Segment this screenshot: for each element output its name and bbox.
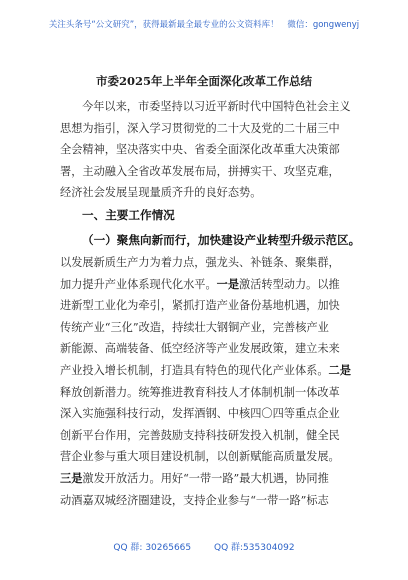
para-line: 新能源、高端装备、低空经济等产业发展政策，建立未来 [60,342,340,356]
para-line: 传统产业“三化”改造，持续壮大钢铜产业，完善核产业 [60,320,329,334]
intro-line: 经济社会发展呈现量质齐升的良好态势。 [60,186,262,200]
para-bold-marker: 三是 [60,470,83,485]
footer-qq-group-2: QQ 群:535304092 [214,543,295,553]
document-title: 市委2025年上半年全面深化改革工作总结 [95,74,312,88]
para-text: 加力提升产业体系现代化水平。 [60,277,217,291]
intro-line: 今年以来，市委坚持以习近平新时代中国特色社会主义 [82,100,351,113]
intro-line: 署，主动融入全省改革发展布局，拼搏实干、攻坚克难， [60,164,340,178]
para-line: 深入实施强科技行动，发挥酒钢、中核四〇四等重点企业 [60,407,340,421]
para-text: 产业投入增长机制，打造具有特色的现代化产业体系。 [60,363,329,377]
footer-contact [0,540,408,553]
para-line: 进新型工业化为牵引，紧抓打造产业备份基地机遇，加快 [60,299,340,313]
intro-line: 思想为指引，深入学习贯彻党的二十大及党的二十届三中 [60,121,340,135]
top-promo-banner [0,18,408,30]
para-text: 激活转型动力。以推 [239,277,340,291]
para-line: 创新平台作用，完善鼓励支持科技研发投入机制，健全民 [60,428,340,442]
footer-qq-group-1: QQ 群: 30265665 [113,543,192,553]
para-line: 释放创新潜力。统筹推进教育科技人才体制机制一体改革 [60,385,340,399]
para-line: 动酒嘉双城经济圈建设，支持企业参与“一带一路”标志 [60,493,329,507]
banner-wechat-text: 微信：gongwenyj [287,20,360,30]
para-line: 营企业参与重大项目建设机制，以创新赋能高质量发展。 [60,450,340,464]
intro-paragraph [60,96,352,204]
subsection-heading: （一）聚焦向新而行，加快建设产业转型升级示范区。 [82,233,361,247]
para-line [60,360,352,382]
para-line [60,274,352,296]
para-bold-marker: 一是 [216,276,240,291]
para-line: 以发展新质生产力为着力点，强龙头、补链条、聚集群， [60,256,340,269]
section-heading: 一、主要工作情况 [82,208,175,222]
para-line [60,468,352,490]
banner-promo-text: 关注头条号“公文研究”，获得最新最全最专业的公文资料库！ [48,20,279,30]
para-bold-marker: 二是 [328,362,351,377]
para-text: 激发开放活力。用好“一带一路”最大机遇，协同推 [82,471,329,485]
intro-line: 全会精神，坚决落实中央、省委全面深化改革重大决策部 [60,143,340,157]
body-paragraph [60,252,352,511]
